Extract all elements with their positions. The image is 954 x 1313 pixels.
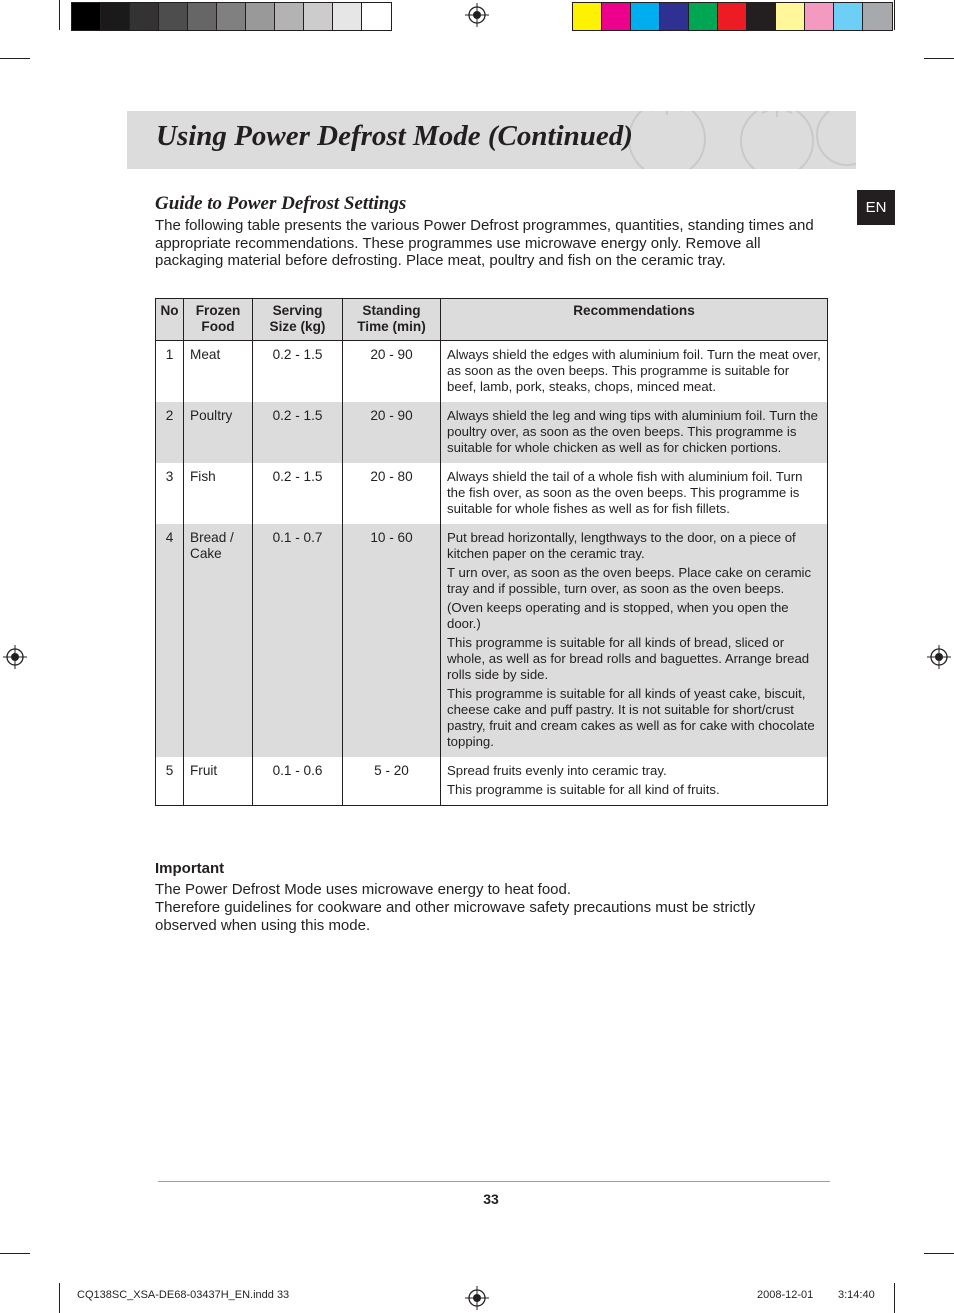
cell-frozen-food: Poultry bbox=[184, 402, 253, 463]
gray-swatch bbox=[217, 3, 246, 30]
table-header-row bbox=[156, 299, 828, 341]
table-row bbox=[156, 402, 828, 463]
header-standing-time bbox=[343, 299, 441, 341]
recommendation-paragraph: Always shield the edges with aluminium foil. Turn the meat over, as soon as the oven beeps. This programme is suitable for beef, lamb, pork, steaks, chops, minced meat. bbox=[447, 347, 821, 394]
important-line: The Power Defrost Mode uses microwave energy to heat food. bbox=[155, 881, 572, 898]
cell-frozen-food: Fish bbox=[184, 463, 253, 524]
slug-date: 2008-12-01 bbox=[757, 1289, 814, 1301]
crop-mark bbox=[894, 1283, 895, 1313]
registration-mark-icon bbox=[927, 645, 951, 669]
cell-standing-time: 10 - 60 bbox=[343, 524, 441, 757]
cell-recommendations bbox=[441, 757, 828, 806]
color-swatch bbox=[602, 3, 631, 30]
cell-recommendations bbox=[441, 463, 828, 524]
table-row bbox=[156, 341, 828, 403]
color-swatch bbox=[834, 3, 863, 30]
header-serving-size bbox=[253, 299, 343, 341]
color-swatch bbox=[863, 3, 892, 30]
color-swatch bbox=[689, 3, 718, 30]
recommendation-paragraph: This programme is suitable for all kind of fruits. bbox=[447, 782, 720, 797]
registration-mark-icon bbox=[465, 1286, 489, 1310]
crop-mark bbox=[924, 1253, 954, 1254]
gray-swatch bbox=[275, 3, 304, 30]
recommendation-paragraph: T urn over, as soon as the oven beeps. Place cake on ceramic tray and if possible, turn over, as soon as the oven beeps. bbox=[447, 565, 812, 596]
color-swatch bbox=[631, 3, 660, 30]
cell-standing-time: 20 - 80 bbox=[343, 463, 441, 524]
defrost-settings-table bbox=[155, 298, 828, 806]
cell-no: 3 bbox=[156, 463, 184, 524]
cell-serving-size: 0.2 - 1.5 bbox=[253, 402, 343, 463]
gray-swatch bbox=[188, 3, 217, 30]
gray-swatch bbox=[130, 3, 159, 30]
cell-standing-time: 20 - 90 bbox=[343, 402, 441, 463]
header-food-line1: Frozen bbox=[195, 303, 241, 318]
gray-swatch bbox=[304, 3, 333, 30]
cell-no: 2 bbox=[156, 402, 184, 463]
recommendation-paragraph: This programme is suitable for all kinds of bread, sliced or whole, as well as for bread rolls and baguettes. Arrange bread rolls side by side. bbox=[447, 635, 810, 682]
cell-recommendations bbox=[441, 402, 828, 463]
cell-recommendations bbox=[441, 341, 828, 403]
crop-mark bbox=[924, 58, 954, 59]
color-swatch bbox=[660, 3, 689, 30]
footer-divider bbox=[158, 1181, 830, 1182]
cell-frozen-food: Fruit bbox=[184, 757, 253, 806]
table-body bbox=[156, 341, 828, 806]
table-row bbox=[156, 524, 828, 757]
color-swatch bbox=[573, 3, 602, 30]
crop-mark bbox=[59, 1283, 60, 1313]
recommendation-paragraph: This programme is suitable for all kinds of yeast cake, biscuit, cheese cake and puff pastry. It is not suitable for short/crust pastry, fruit and cream cakes as well as for cake with chocolate topping. bbox=[447, 686, 815, 749]
header-time-line2: Time (min) bbox=[357, 319, 426, 334]
header-no: No bbox=[156, 299, 184, 341]
gray-swatch bbox=[101, 3, 130, 30]
color-swatch bbox=[747, 3, 776, 30]
important-line: Therefore guidelines for cookware and other microwave safety precautions must be strictly observed when using this mode. bbox=[155, 899, 756, 934]
important-heading: Important bbox=[155, 860, 225, 877]
color-swatch bbox=[805, 3, 834, 30]
header-size-line1: Serving bbox=[272, 303, 323, 318]
gray-swatch bbox=[246, 3, 275, 30]
section-title: Guide to Power Defrost Settings bbox=[155, 193, 407, 214]
recommendation-paragraph: Always shield the tail of a whole fish with aluminium foil. Turn the fish over, as soon as the oven beeps. This programme is suitable for whole fishes as well as for fish fillets. bbox=[447, 469, 803, 516]
cell-no: 1 bbox=[156, 341, 184, 403]
cell-serving-size: 0.2 - 1.5 bbox=[253, 341, 343, 403]
important-text bbox=[155, 881, 815, 935]
cell-frozen-food: Meat bbox=[184, 341, 253, 403]
slug-filename: CQ138SC_XSA-DE68-03437H_EN.indd 33 bbox=[77, 1289, 290, 1301]
table-row bbox=[156, 757, 828, 806]
header-food-line2: Food bbox=[201, 319, 235, 334]
cell-serving-size: 0.1 - 0.6 bbox=[253, 757, 343, 806]
process-color-bar bbox=[572, 2, 893, 31]
cell-standing-time: 20 - 90 bbox=[343, 341, 441, 403]
language-tab: EN bbox=[857, 190, 895, 225]
recommendation-paragraph: Put bread horizontally, lengthways to the door, on a piece of kitchen paper on the ceramic tray. bbox=[447, 530, 796, 561]
header-frozen-food bbox=[184, 299, 253, 341]
crop-mark bbox=[59, 0, 60, 30]
tomato-watermark-icon bbox=[597, 111, 856, 169]
cell-frozen-food: Bread / Cake bbox=[184, 524, 253, 757]
header-recommendations: Recommendations bbox=[441, 299, 828, 341]
cell-serving-size: 0.2 - 1.5 bbox=[253, 463, 343, 524]
title-banner bbox=[127, 111, 856, 169]
gray-swatch bbox=[362, 3, 391, 30]
cell-no: 4 bbox=[156, 524, 184, 757]
crop-mark bbox=[0, 58, 30, 59]
gray-swatch bbox=[159, 3, 188, 30]
header-time-line1: Standing bbox=[362, 303, 421, 318]
grayscale-color-bar bbox=[71, 2, 392, 31]
recommendation-paragraph: Spread fruits evenly into ceramic tray. bbox=[447, 763, 667, 778]
recommendation-paragraph: Always shield the leg and wing tips with aluminium foil. Turn the poultry over, as soon as the oven beeps. This programme is suitable for whole chicken as well as for chicken portions. bbox=[447, 408, 818, 455]
intro-paragraph: The following table presents the various Power Defrost programmes, quantities, standing times and appropriate recommendations. These programmes use microwave energy only. Remove all packaging material before defrosting. Place meat, poultry and fish on the ceramic tray. bbox=[155, 217, 814, 269]
gray-swatch bbox=[72, 3, 101, 30]
registration-mark-icon bbox=[465, 3, 489, 27]
recommendation-paragraph: (Oven keeps operating and is stopped, when you open the door.) bbox=[447, 600, 789, 631]
page-title: Using Power Defrost Mode (Continued) bbox=[156, 120, 633, 152]
crop-mark bbox=[894, 0, 895, 30]
page-number: 33 bbox=[483, 1191, 499, 1207]
cell-no: 5 bbox=[156, 757, 184, 806]
gray-swatch bbox=[333, 3, 362, 30]
cell-standing-time: 5 - 20 bbox=[343, 757, 441, 806]
color-swatch bbox=[718, 3, 747, 30]
header-size-line2: Size (kg) bbox=[269, 319, 326, 334]
cell-recommendations bbox=[441, 524, 828, 757]
crop-mark bbox=[0, 1253, 30, 1254]
color-swatch bbox=[776, 3, 805, 30]
cell-serving-size: 0.1 - 0.7 bbox=[253, 524, 343, 757]
table-row bbox=[156, 463, 828, 524]
slug-time: 3:14:40 bbox=[838, 1289, 875, 1301]
registration-mark-icon bbox=[3, 645, 27, 669]
